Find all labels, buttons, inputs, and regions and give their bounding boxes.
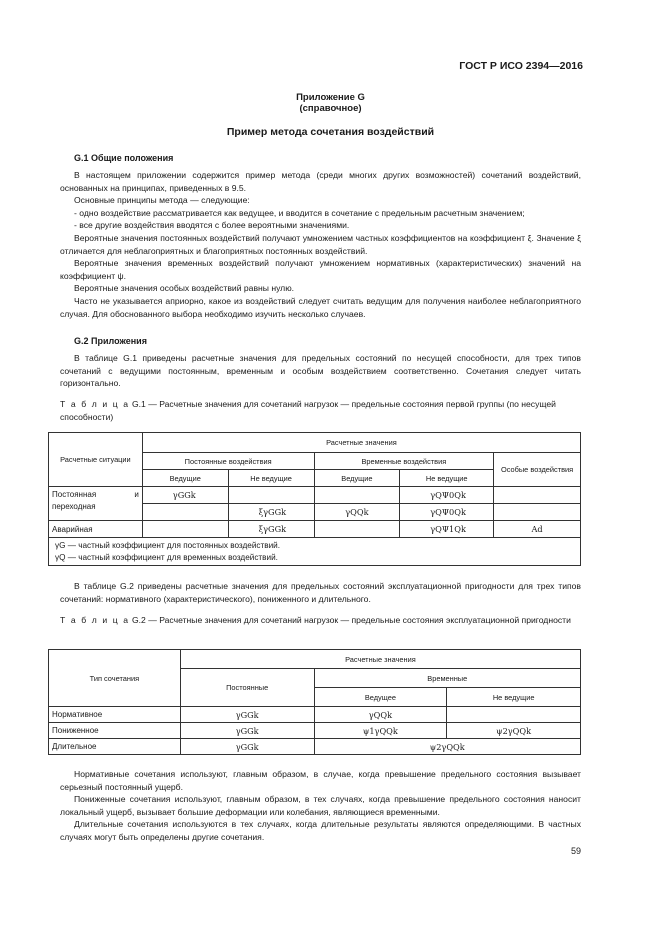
head-permanent-nonleading: Не ведущие [228,470,314,487]
head-permanent: Постоянные воздействия [142,453,314,470]
head-permanent-leading: Ведущие [142,470,228,487]
section-g2-paragraph-2 [60,580,581,605]
note-line: γG — частный коэффициент для постоянных воздействий. [55,541,281,550]
standard-header: ГОСТ Р ИСО 2394—2016 [459,60,583,72]
table-g2 [48,649,581,755]
paragraph: Вероятные значения постоянных воздействий получают умножением частных коэффициентов на коэффициент ξ. Значение ξ отличается для неблагоприятных и благоприятных постоянных воздействий. [60,232,581,256]
row-label-part: и [134,490,139,499]
note-line: γQ — частный коэффициент для временных воздействий. [55,552,278,562]
cell-empty [228,487,314,504]
cell-empty [142,504,228,521]
paragraph: - одно воздействие рассматривается как ведущее, и вводится в сочетание с предельным расчетным значением; [74,207,525,218]
cell-perm-nonleading: ξγGGk [228,504,314,521]
table-caption-prefix: Т а б л и ц а [60,615,130,625]
section-g2-final [60,768,581,844]
row-label: Длительное [49,739,181,755]
table-row [49,707,581,723]
row-label-part: переходная [52,502,96,511]
table-row [49,723,581,739]
cell-leading: ψ1γQQk [314,723,447,739]
cell-leading: γQQk [314,707,447,723]
cell-nonleading: ψ2γQQk [447,723,581,739]
head-accidental: Особые воздействия [494,453,581,487]
annex-title: Пример метода сочетания воздействий [226,126,435,138]
table-caption-prefix: Т а б л и ц а [60,399,130,409]
head-variable-nonleading: Не ведущие [400,470,494,487]
head-type: Тип сочетания [49,650,181,707]
cell-var-leading: γQQk [314,504,400,521]
cell-empty [142,521,228,538]
cell-var-nonleading: γQΨ1Qk [400,521,494,538]
cell-empty [494,504,581,521]
cell-perm-leading: γGGk [142,487,228,504]
paragraph: В таблице G.1 приведены расчетные значения для предельных состояний по несущей способности, для трех типов сочетаний с ведущими постоянным, временным и особым воздействием соответственно. Сочетания следует читать горизонтально. [60,353,581,389]
cell-permanent: γGGk [180,707,314,723]
head-leading: Ведущее [314,688,447,707]
row-label: Нормативное [49,707,181,723]
paragraph: Часто не указывается априорно, какое из воздействий следует считать ведущим для получения наиболее неблагоприятного случая. Для обоснованного выбора необходимо изучить несколько случаев. [60,295,581,319]
paragraph: В настоящем приложении содержится пример метода (среди многих других возможностей) сочетаний воздействий, основанных на принципах, приведенных в 9.5. [60,170,581,193]
cell-var-nonleading: γQΨ0Qk [400,504,494,521]
paragraph: Пониженные сочетания используют, главным образом, в тех случаях, когда превышение предельного состояния наносит локальный ущерб, вызывает большие деформации или колебания, являющиеся временными. [60,794,581,817]
head-variable-leading: Ведущие [314,470,400,487]
cell-nonleading [447,707,581,723]
table-g1 [48,432,581,566]
paragraph: Длительные сочетания используются в тех случаях, когда длительные результаты являются определяющими. В частных случаях могут быть определены другие сочетания. [60,819,581,842]
annex-label: Приложение G [296,92,365,103]
paragraph: Нормативные сочетания используют, главным образом, в случае, когда превышение предельного состояния вызывает серьезный постоянный ущерб. [60,769,581,792]
cell-empty [314,521,400,538]
head-nonleading: Не ведущие [447,688,581,707]
cell-perm-nonleading: ξγGGk [228,521,314,538]
table-caption-text: G.2 — Расчетные значения для сочетаний нагрузок — предельные состояния эксплуатационной пригодности [129,615,571,625]
paragraph: Вероятные значения особых воздействий равны нулю. [74,283,295,294]
paragraph: Основные принципы метода — следующие: [74,195,250,206]
section-g2-paragraph-1 [60,352,581,390]
section-heading-g1: G.1 Общие положения [74,153,174,163]
head-variable: Временные воздействия [314,453,494,470]
table1-notes [49,538,581,566]
cell-variable-merged: ψ2γQQk [314,739,580,755]
table-row [49,739,581,755]
page-number: 59 [570,846,581,856]
row-label-part: Постоянная [52,490,97,499]
cell-empty [314,487,400,504]
table2-caption [60,614,581,627]
cell-permanent: γGGk [180,723,314,739]
paragraph: Вероятные значения временных воздействий получают умножением нормативных (характеристических) значений на коэффициент ψ. [60,258,581,281]
head-values: Расчетные значения [142,433,580,453]
head-values: Расчетные значения [180,650,580,669]
cell-empty [494,487,581,504]
section-heading-g2: G.2 Приложения [74,336,147,346]
row-label-accidental: Аварийная [49,521,143,538]
row-label: Пониженное [49,723,181,739]
head-variable: Временные [314,669,580,688]
table-caption-text: G.1 — Расчетные значения для сочетаний нагрузок — предельные состояния первой группы (по несущей способности) [60,399,556,422]
table1-caption [60,398,581,423]
paragraph: - все другие воздействия вводятся с более вероятными значениями. [74,220,350,231]
paragraph: В таблице G.2 приведены расчетные значения для предельных состояний эксплуатационной пригодности для трех типов сочетаний: нормативного (характеристического), пониженного и длительного. [60,581,581,604]
cell-permanent: γGGk [180,739,314,755]
cell-accidental: Ad [494,521,581,538]
cell-var-nonleading: γQΨ0Qk [400,487,494,504]
annex-type: (справочное) [299,103,362,114]
row-label-permanent-transient [49,487,143,521]
head-permanent: Постоянные [180,669,314,707]
head-situations: Расчетные ситуации [49,433,143,487]
section-g1-body [60,169,581,320]
